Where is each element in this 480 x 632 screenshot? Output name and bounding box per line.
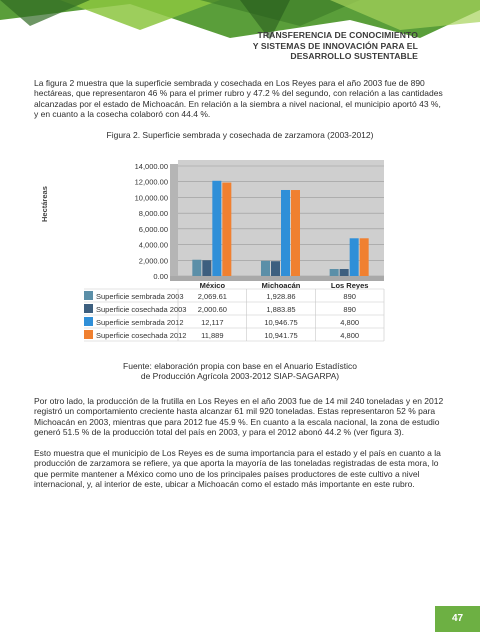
legend-swatch: [84, 291, 93, 300]
bar: [340, 269, 349, 276]
bar: [291, 190, 300, 276]
bar: [192, 260, 201, 276]
legend-swatch: [84, 330, 93, 339]
y-tick-label: 12,000.00: [134, 177, 168, 187]
legend-label: Superficie sembrada 2012: [96, 318, 184, 327]
y-tick-label: 6,000.00: [138, 224, 168, 234]
y-axis-label: Hectáreas: [40, 186, 49, 222]
figure-source: [0, 361, 480, 382]
paragraph-2: Por otro lado, la producción de la frutilla en Los Reyes en el año 2003 fue de 14 mil 240 toneladas y en 2012 registró un comportamiento creciente hasta alcanzar 61 mil 920 toneladas. Estas representaron 52 % para Michoacán en 2003, mientras que para 2012 fue 45.9 %. En cuanto a la escala nacional, la zona de estudio generó 51.5 % de la producción total del país en 2003, y para el 2012 abonó 44.2 % (ver figura 3).: [34, 396, 444, 437]
header-line-3: DESARROLLO SUSTENTABLE: [290, 51, 418, 61]
source-line-2: de Producción Agrícola 2003-2012 SIAP-SAGARPA): [140, 371, 340, 382]
bar: [281, 190, 290, 276]
bar: [271, 261, 280, 276]
category-label: Los Reyes: [330, 281, 369, 290]
data-table-cell: 2,000.60: [197, 305, 227, 314]
bar: [212, 181, 221, 276]
bar-chart: [84, 148, 394, 354]
data-table-cell: 890: [343, 305, 356, 314]
header-title: [253, 30, 418, 62]
y-tick-label: 4,000.00: [138, 240, 168, 250]
chart-container: [84, 148, 394, 354]
y-tick-label: 10,000.00: [134, 193, 168, 203]
figure-caption: Figura 2. Superficie sembrada y cosechada de zarzamora (2003-2012): [106, 130, 374, 140]
data-table-cell: 4,800: [340, 318, 360, 327]
legend-swatch: [84, 317, 93, 326]
header-line-1: TRANSFERENCIA DE CONOCIMIENTO: [257, 30, 418, 40]
bar: [202, 260, 211, 276]
data-table-cell: 2,069.61: [197, 292, 227, 301]
legend-label: Superficie sembrada 2003: [96, 292, 184, 301]
data-table-cell: 12,117: [201, 318, 224, 327]
data-table-cell: 10,946.75: [264, 318, 298, 327]
y-tick-label: 0.00: [153, 272, 168, 281]
legend-label: Superficie cosechada 2012: [96, 331, 187, 340]
header-line-2: Y SISTEMAS DE INNOVACIÓN PARA EL: [252, 40, 418, 51]
data-table-cell: 1,883.85: [266, 305, 296, 314]
data-table-cell: 10,941.75: [264, 331, 298, 340]
legend-label: Superficie cosechada 2003: [96, 305, 187, 314]
data-table-cell: 4,800: [340, 331, 360, 340]
category-label: México: [199, 281, 226, 290]
data-table-cell: 890: [343, 292, 356, 301]
y-tick-label: 14,000.00: [134, 162, 168, 171]
bar: [360, 238, 369, 276]
category-label: Michoacán: [261, 281, 301, 290]
y-tick-label: 8,000.00: [138, 209, 168, 219]
data-table-cell: 11,889: [201, 331, 224, 340]
paragraph-3: Esto muestra que el municipio de Los Reyes es de suma importancia para el estado y el país en cuanto a la producción de zarzamora se refiere, ya que aporta la mayoría de las toneladas registradas de esta mora, lo que permite mantener a México como uno de los principales países productores de este cultivo a nivel internacional, y, al interior de este, ubicar a Michoacán como el estado más importante en este rubro.: [34, 448, 441, 489]
page-number: 47: [435, 606, 480, 632]
legend-swatch: [84, 304, 93, 313]
paragraph-1: La figura 2 muestra que la superficie sembrada y cosechada en Los Reyes para el año 2003 fue de 890 hectáreas, que representaron 46 % para el primer rubro y 47.2 % del segundo, con relación a las cantidades alcanzadas por el estado de Michoacán. En relación a la siembra a nivel nacional, el municipio aportó 43 %, y en cuanto a la cosecha colaboró con 44.4 %.: [34, 78, 443, 119]
source-line-1: Fuente: elaboración propia con base en el Anuario Estadístico: [123, 361, 357, 371]
y-tick-label: 2,000.00: [138, 256, 168, 266]
bar: [350, 238, 359, 276]
data-table-cell: 1,928.86: [266, 292, 296, 301]
bar: [261, 261, 270, 276]
bar: [222, 183, 231, 276]
bar: [330, 269, 339, 276]
plot-side-wall: [170, 164, 178, 276]
